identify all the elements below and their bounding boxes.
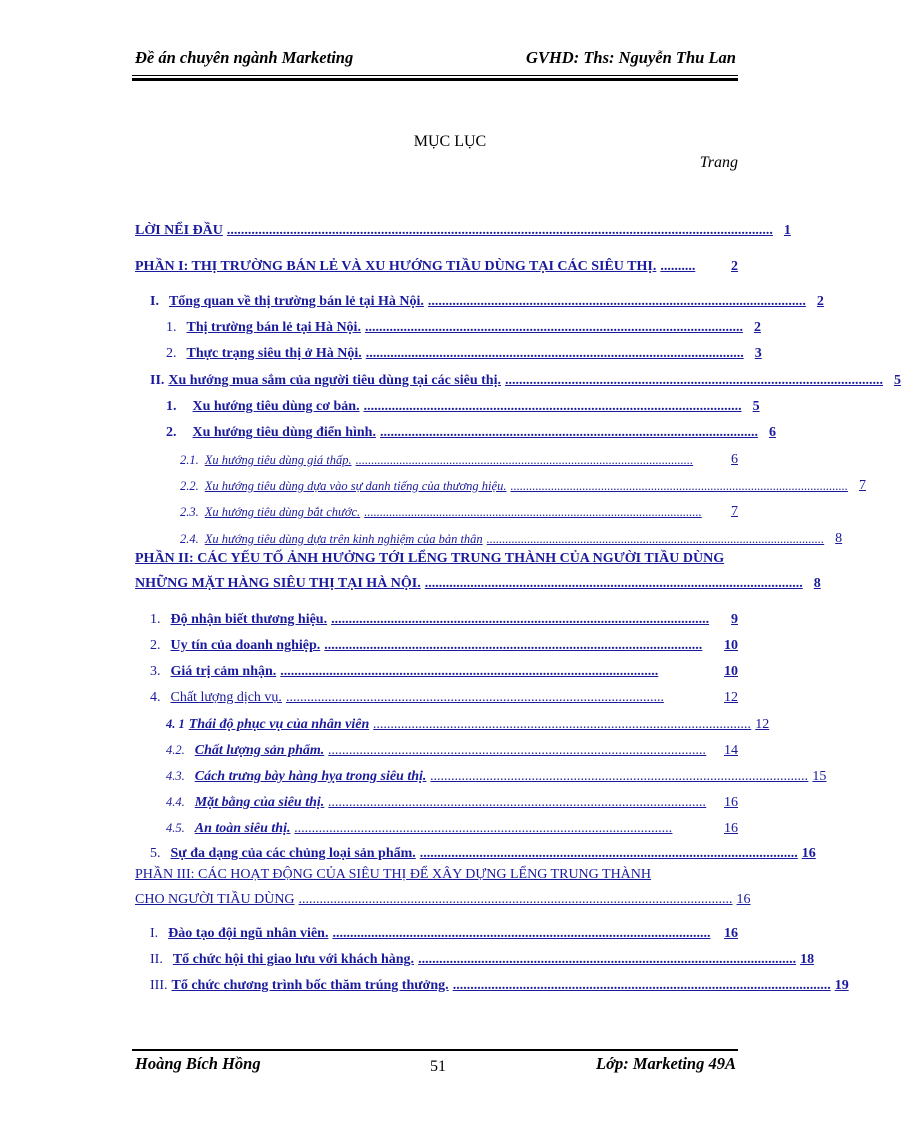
- toc-page: 19: [834, 978, 849, 993]
- toc-label-continued: NHỮNG MẶT HÀNG SIÊU THỊ TẠI HÀ NỘI.: [135, 576, 421, 591]
- toc-number: 5.: [150, 846, 161, 861]
- page-title: MỤC LỤC: [413, 133, 487, 150]
- toc-number: 4.5.: [166, 821, 185, 835]
- toc-entry[interactable]: I. Tổng quan về thị trường bán lẻ tại Hà Nội. ............................................................................................................ 2: [150, 294, 824, 309]
- toc-number: 2.: [166, 425, 177, 440]
- toc-number: 2.: [166, 346, 177, 361]
- toc-entry[interactable]: III. Tổ chức chương trình bốc thăm trúng thưởng. ............................................................................................................ 19: [150, 978, 849, 993]
- toc-number: 1.: [166, 320, 177, 335]
- toc-entry[interactable]: II. Xu hướng mua sắm của người tiêu dùng tại các siêu thị. ............................................................................................................ 5: [150, 373, 901, 388]
- toc-entry[interactable]: 2.4. Xu hướng tiêu dùng dựa trên kinh nghiệm của bản thân ............................................................................................................ 8: [180, 531, 843, 546]
- toc-entry-line1[interactable]: [135, 866, 738, 884]
- toc-entry[interactable]: 2.1. Xu hướng tiêu dùng giá thấp. ............................................................................................................ 6: [180, 452, 738, 467]
- toc-page: 14: [724, 743, 738, 758]
- toc-number: 3.: [150, 664, 161, 679]
- page-number: 51: [430, 1058, 446, 1075]
- toc-number: I.: [150, 294, 159, 309]
- toc-entry[interactable]: 2. Thực trạng siêu thị ở Hà Nội. ............................................................................................................ 3: [166, 346, 762, 361]
- page-column-label: Trang: [699, 154, 738, 171]
- toc-entry[interactable]: 1. Thị trường bán lẻ tại Hà Nội. ............................................................................................................ 2: [166, 320, 761, 335]
- toc-entry[interactable]: 2.3. Xu hướng tiêu dùng bắt chước. ............................................................................................................ 7: [180, 504, 738, 519]
- toc-label: Tổ chức chương trình bốc thăm trúng thưởng.: [171, 978, 449, 993]
- toc-label: PHẦN II: CÁC YẾU TỐ ẢNH HƯỞNG TỚI LỂNG TRUNG THÀNH CỦA NGƯỜI TIẦU DÙNG: [135, 551, 725, 566]
- toc-page: 6: [768, 425, 776, 440]
- toc-page: 10: [724, 638, 738, 653]
- header-left: Đề án chuyên ngành Marketing: [135, 48, 354, 67]
- toc-label: Chất lượng sản phẩm.: [194, 743, 325, 758]
- toc-entry-line2[interactable]: NHỮNG MẶT HÀNG SIÊU THỊ TẠI HÀ NỘI. ............................................................................................................ 8: [135, 576, 821, 591]
- toc-page: 16: [801, 846, 816, 861]
- toc-number: III.: [150, 978, 168, 993]
- header-right: GVHD: Ths: Nguyễn Thu Lan: [526, 48, 736, 67]
- toc-entry[interactable]: 3. Giá trị cảm nhận. ............................................................................................................ 10: [150, 664, 738, 679]
- toc-entry[interactable]: 1. Độ nhận biết thương hiệu. ............................................................................................................ 9: [150, 612, 738, 627]
- toc-page: 7: [858, 478, 866, 493]
- toc-label: Xu hướng tiêu dùng điển hình.: [192, 425, 376, 440]
- toc-page: 5: [893, 373, 901, 388]
- toc-page: 16: [724, 821, 738, 836]
- toc-entry[interactable]: 5. Sự đa dạng của các chủng loại sản phẩm. ............................................................................................................ 16: [150, 846, 816, 861]
- toc-page: 2: [816, 294, 824, 309]
- toc-label: Sự đa dạng của các chủng loại sản phẩm.: [170, 846, 416, 861]
- toc-entry[interactable]: 4.2. Chất lượng sản phẩm. ............................................................................................................ 14: [166, 743, 738, 758]
- toc-number: 2.4.: [180, 532, 199, 546]
- toc-label: Đào tạo đội ngũ nhân viên.: [168, 926, 329, 941]
- toc-page: 16: [736, 892, 751, 907]
- toc-label: PHẦN III: CÁC HOẠT ĐỘNG CỦA SIÊU THỊ ĐỂ XÂY DỰNG LỂNG TRUNG THÀNH: [135, 867, 652, 882]
- toc-label: Xu hướng tiêu dùng dựa trên kinh nghiệm của bản thân: [204, 532, 483, 546]
- toc-label: Uy tín của doanh nghiệp.: [170, 638, 321, 653]
- toc-page: 8: [835, 531, 843, 546]
- toc-label: Xu hướng tiêu dùng giá thấp.: [204, 453, 352, 467]
- toc-number: 2.3.: [180, 505, 199, 519]
- header-rule: [132, 75, 738, 76]
- footer-author: Hoàng Bích Hồng: [135, 1054, 261, 1073]
- toc-page: 18: [800, 952, 815, 967]
- toc-entry[interactable]: 4.4. Mặt bằng của siêu thị. ............................................................................................................ 16: [166, 795, 738, 810]
- toc-page: 16: [724, 795, 738, 810]
- toc-entry[interactable]: 2. Xu hướng tiêu dùng điển hình. ............................................................................................................ 6: [166, 425, 776, 440]
- toc-number: II.: [150, 952, 163, 967]
- toc-number: 2.: [150, 638, 161, 653]
- toc-label: Chất lượng dịch vụ.: [170, 690, 282, 705]
- toc-page: 12: [724, 690, 738, 705]
- toc-number: 2.1.: [180, 453, 199, 467]
- toc-label: Cách trưng bày hàng hỵa trong siêu thị.: [194, 769, 427, 784]
- toc-label: Thái độ phục vụ của nhân viên: [188, 717, 370, 732]
- toc-label: Giá trị cảm nhận.: [170, 664, 277, 679]
- toc-number: 4.3.: [166, 769, 185, 783]
- toc-label-continued: CHO NGƯỜI TIẦU DÙNG: [135, 892, 295, 907]
- toc-page: 9: [731, 612, 738, 627]
- toc-page: 2: [731, 259, 738, 274]
- toc-entry[interactable]: I. Đào tạo đội ngũ nhân viên. ............................................................................................................ 16: [150, 926, 738, 941]
- toc-number: 1.: [150, 612, 161, 627]
- toc-entry[interactable]: 4.3. Cách trưng bày hàng hỵa trong siêu thị. ............................................................................................................ 15: [166, 769, 827, 784]
- toc-entry[interactable]: II. Tổ chức hội thi giao lưu với khách hàng. ............................................................................................................ 18: [150, 952, 815, 967]
- toc-page: 2: [753, 320, 761, 335]
- toc-number: 2.2.: [180, 479, 199, 493]
- toc-page: 6: [731, 452, 738, 467]
- toc-number: 4.2.: [166, 743, 185, 757]
- toc-label: Thực trạng siêu thị ở Hà Nội.: [186, 346, 362, 361]
- toc-number: II.: [150, 373, 165, 388]
- toc-label: Tổng quan về thị trường bán lẻ tại Hà Nội.: [168, 294, 424, 309]
- toc-entry[interactable]: LỜI NỂI ĐẦU ............................................................................................................................................................ 1: [135, 223, 791, 238]
- toc-page: 15: [812, 769, 827, 784]
- toc-entry[interactable]: 1. Xu hướng tiêu dùng cơ bản. ............................................................................................................ 5: [166, 399, 760, 414]
- toc-page: 1: [783, 223, 791, 238]
- toc-number: 1.: [166, 399, 177, 414]
- footer-rule: [132, 1049, 738, 1051]
- toc-label: An toàn siêu thị.: [194, 821, 291, 836]
- toc-label: Xu hướng tiêu dùng dựa vào sự danh tiếng của thương hiệu.: [204, 479, 507, 493]
- toc-page: 10: [724, 664, 738, 679]
- footer-class: Lớp: Marketing 49A: [596, 1054, 736, 1073]
- toc-entry[interactable]: PHẦN I: THỊ TRƯỜNG BÁN LẺ VÀ XU HƯỚNG TIẦU DÙNG TẠI CÁC SIÊU THỊ. .......... 2: [135, 259, 738, 274]
- toc-number: 4.4.: [166, 795, 185, 809]
- toc-label: Xu hướng tiêu dùng bắt chước.: [204, 505, 361, 519]
- toc-entry[interactable]: 2. Uy tín của doanh nghiệp. ............................................................................................................ 10: [150, 638, 738, 653]
- toc-number: 4.: [150, 690, 161, 705]
- toc-entry[interactable]: 2.2. Xu hướng tiêu dùng dựa vào sự danh tiếng của thương hiệu. ............................................................................................................ 7: [180, 478, 866, 493]
- toc-label: PHẦN I: THỊ TRƯỜNG BÁN LẺ VÀ XU HƯỚNG TIẦU DÙNG TẠI CÁC SIÊU THỊ.: [135, 259, 657, 274]
- toc-page: 12: [755, 717, 770, 732]
- toc-entry-line1[interactable]: [135, 550, 738, 568]
- toc-label: Xu hướng tiêu dùng cơ bản.: [192, 399, 360, 414]
- toc-page: 7: [731, 504, 738, 519]
- toc-label: Mặt bằng của siêu thị.: [194, 795, 325, 810]
- toc-label: Tổ chức hội thi giao lưu với khách hàng.: [172, 952, 415, 967]
- toc-number: I.: [150, 926, 159, 941]
- toc-page: 3: [754, 346, 762, 361]
- toc-label: Thị trường bán lẻ tại Hà Nội.: [186, 320, 361, 335]
- toc-label: Độ nhận biết thương hiệu.: [170, 612, 328, 627]
- toc-entry[interactable]: 4.5. An toàn siêu thị. ............................................................................................................ 16: [166, 821, 738, 836]
- toc-number: 4. 1: [166, 717, 185, 731]
- toc-label: LỜI NỂI ĐẦU: [135, 223, 223, 238]
- header-rule-thick: [132, 78, 738, 81]
- toc-page: 5: [752, 399, 760, 414]
- toc-entry[interactable]: 4. 1 Thái độ phục vụ của nhân viên ............................................................................................................ 12: [166, 717, 770, 732]
- toc-label: Xu hướng mua sắm của người tiêu dùng tại các siêu thị.: [168, 373, 501, 388]
- toc-entry[interactable]: 4. Chất lượng dịch vụ. ............................................................................................................ 12: [150, 690, 738, 705]
- toc-page: 16: [724, 926, 738, 941]
- toc-page: 8: [813, 576, 821, 591]
- toc-entry-line2[interactable]: CHO NGƯỜI TIẦU DÙNG ............................................................................................................................ 16: [135, 892, 751, 907]
